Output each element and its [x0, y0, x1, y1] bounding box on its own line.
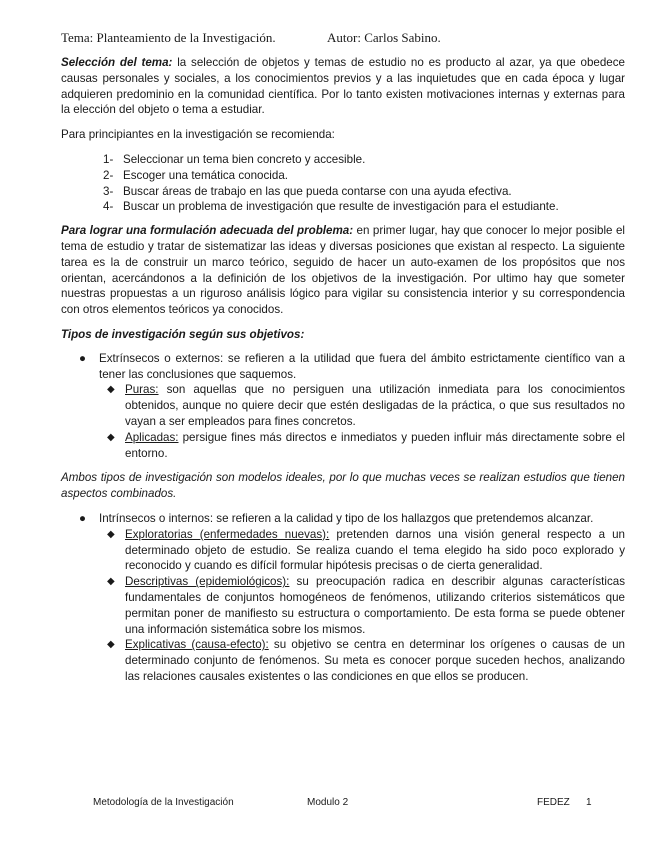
formulacion-label: Para lograr una formulación adecuada del problema: — [61, 224, 354, 238]
header-tema: Tema: Planteamiento de la Investigación. — [61, 30, 276, 45]
header-autor: Autor: Carlos Sabino. — [327, 30, 441, 45]
diamond-bullet-icon: ◆ — [107, 528, 115, 540]
intrinsecos-text: Intrínsecos o internos: se refieren a la calidad y tipo de los hallazgos que pretendemos alcanzar. — [99, 511, 594, 525]
formulacion-text: en primer lugar, hay que conocer lo mejor posible el tema de estudio y tratar de sistematizar las ideas y diversas posiciones que existan al respecto. La siguiente tarea es la de construir un marco teórico, seguido de hacer un auto-examen de los propósitos que nos orientan, acercándonos a la definición de los objetivos de la investigación. Por ultimo hay que someter nuestras propuestas a un riguroso análisis lógico para vigilar su consistencia interior y su correspondencia con otros elementos teóricos ya conocidos. — [61, 224, 625, 317]
diamond-bullet-icon: ◆ — [107, 639, 115, 651]
list-item: 4- Buscar un problema de investigación que resulte de investigación para el estudiante. — [103, 200, 559, 214]
document-body — [61, 55, 625, 685]
extrinsecos-sublist — [99, 382, 625, 461]
extrinsecos-list — [61, 351, 625, 462]
list-item: ◆ Descriptivas (epidemiológicos): su preocupación radica en describir algunas características fundamentales de conjuntos homogéneos de fenómenos, utilizando criterios sistemáticos que permitan poner de manifiesto su estructura o comportamiento. De esta forma se puede obtener una información sistemática sobre los mismos. — [107, 575, 625, 636]
intrinsecos-sublist — [99, 527, 625, 685]
principiantes-intro: Para principiantes en la investigación se recomienda: — [61, 128, 335, 142]
list-item: 1- Seleccionar un tema bien concreto y accesible. — [103, 152, 366, 166]
bullet-icon: ● — [79, 511, 87, 525]
list-item: ◆ Explicativas (causa-efecto): su objetivo se centra en determinar los orígenes o causas de un determinado conjunto de fenómenos. Su meta es conocer porque suceden hechos, analizando las relaciones causales existentes o las condiciones en que ellos se producen. — [107, 638, 625, 683]
tipos-heading: Tipos de investigación según sus objetivos: — [61, 327, 305, 341]
footer-institution: FEDEZ — [537, 797, 570, 808]
list-item — [79, 351, 625, 462]
seleccion-text: la selección de objetos y temas de estudio no es producto al azar, ya que obedece causas personales y sociales, a los conocimientos previos y a las inquietudes que en cada época y lugar adquieren predominio en la comunidad científica. Por lo tanto existen motivaciones internas y externas para la elección del objeto o tema a estudiar. — [61, 56, 626, 117]
formulacion-paragraph — [61, 223, 625, 318]
seleccion-paragraph — [61, 55, 625, 118]
footer-module: Modulo 2 — [307, 797, 349, 808]
diamond-bullet-icon: ◆ — [107, 384, 115, 396]
ambos-note: Ambos tipos de investigación son modelos ideales, por lo que muchas veces se realizan estudios que tienen aspectos combinados. — [61, 471, 625, 501]
intrinsecos-list — [61, 511, 625, 685]
footer-page-number: 1 — [586, 797, 592, 808]
list-item: ◆ Aplicadas: persigue fines más directos e inmediatos y pueden influir más directamente sobre el entorno. — [107, 430, 625, 460]
extrinsecos-text: Extrínsecos o externos: se refieren a la utilidad que fuera del ámbito estrictamente científico van a tener las conclusiones que saquemos. — [99, 351, 625, 381]
seleccion-label: Selección del tema: — [61, 56, 173, 69]
principiantes-list — [61, 152, 625, 215]
diamond-bullet-icon: ◆ — [107, 576, 115, 588]
list-item: ◆ Exploratorias (enfermedades nuevas): pretenden darnos una visión general respecto a un determinado objeto de estudio. Se realiza cuando el tema elegido ha sido poco explorado y reconocido y cuando es difícil formular hipótesis precisas o de cierta generalidad. — [107, 527, 625, 573]
list-item: 3- Buscar áreas de trabajo en las que pueda contarse con una ayuda efectiva. — [103, 184, 512, 198]
list-item: ◆ Puras: son aquellas que no persiguen una utilización inmediata para los conocimientos obtenidos, aunque no quiere decir que estén desligadas de la práctica, o que sus resultados no vayan a ser empleados para fines concretos. — [107, 383, 625, 428]
list-item: 2- Escoger una temática conocida. — [103, 168, 288, 182]
list-item — [79, 511, 625, 685]
page-header — [61, 30, 441, 46]
diamond-bullet-icon: ◆ — [107, 431, 115, 443]
bullet-icon: ● — [79, 351, 87, 365]
footer-course: Metodología de la Investigación — [93, 797, 234, 808]
